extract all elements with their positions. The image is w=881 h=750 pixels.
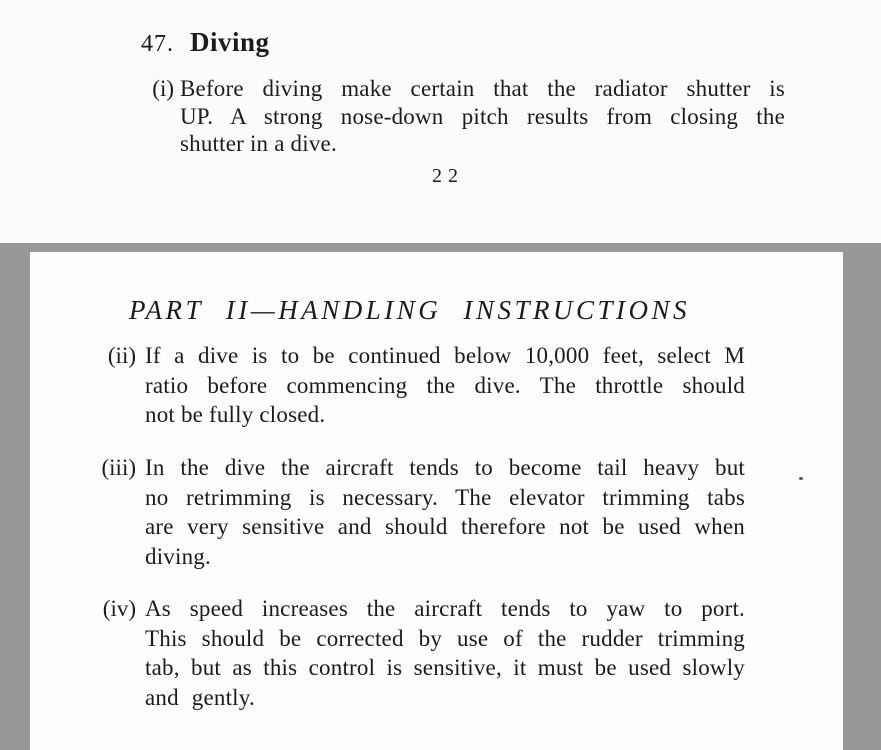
text-line: tab, but as this control is sensitive, it must be used slowly: [145, 655, 745, 681]
text-line: If a dive is to be continued below 10,000 feet, select M: [145, 343, 745, 368]
text-line: and gently.: [145, 684, 255, 710]
stray-ink-dot: [799, 477, 803, 480]
text-line: UP. A strong nose-down pitch results from closing the: [180, 103, 785, 129]
text-line: no retrimming is necessary. The elevator trimming tabs: [145, 484, 745, 510]
item-label: (i): [152, 76, 174, 101]
text-line: are very sensitive and should therefore not be used when: [145, 514, 745, 540]
page-number: 22: [432, 165, 464, 187]
text-line: As speed increases the aircraft tends to yaw to port.: [145, 596, 745, 621]
paragraph-i: [180, 75, 785, 158]
part-heading: PART II—HANDLING INSTRUCTIONS: [129, 295, 691, 325]
item-label: (ii): [107, 343, 136, 368]
text-line: Before diving make certain that the radiator shutter is: [180, 76, 785, 101]
item-label: (iii): [101, 455, 136, 480]
section-heading: [141, 27, 270, 58]
text-line: ratio before commencing the dive. The throttle should: [145, 372, 745, 398]
item-label: (iv): [102, 596, 136, 621]
text-line: shutter in a dive.: [180, 131, 337, 156]
text-line: not be fully closed.: [145, 402, 326, 428]
section-title: Diving: [190, 27, 270, 57]
text-line: diving.: [145, 543, 211, 569]
text-line: In the dive the aircraft tends to become tail heavy but: [145, 455, 745, 480]
section-number: 47.: [141, 31, 174, 57]
text-line: This should be corrected by use of the rudder trimming: [145, 625, 745, 651]
